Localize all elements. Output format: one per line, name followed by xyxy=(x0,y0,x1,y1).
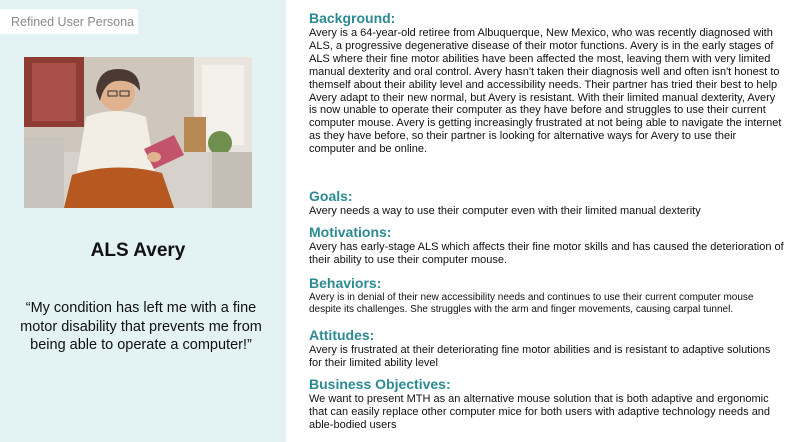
persona-quote: “My condition has left me with a fine motor disability that prevents me from being able to operate a computer!” xyxy=(20,300,262,353)
motivations-text: Avery has early-stage ALS which affects their fine motor skills and has caused the deterioration of their ability to use their computer mouse. xyxy=(309,241,784,266)
persona-photo xyxy=(24,57,252,208)
background-text: Avery is a 64-year-old retiree from Albuquerque, New Mexico, who was recently diagnosed with ALS, a progressive degenerative disease of their motor functions. Avery is in the early stages of ALS where their fine motor abilities have been affected the most, leaving them with very limited manual dexterity and oral control. Avery hasn't taken their diagnosis well and often isn't honest to themself about their ability level and accessibility needs. Their partner has tried their best to help Avery adapt to their new normal, but Avery is resistant. With their limited manual dexterity, Avery is now unable to operate their computer as they have before and struggles to use their current computer mouse. Avery is getting increasingly frustrated at not being able to navigate the internet as they have before, so their partner is looking for alternative ways for Avery to use their computer and be online. xyxy=(309,27,782,156)
goals-heading: Goals: xyxy=(309,188,353,204)
behaviors-text: Avery is in denial of their new accessibility needs and continues to use their current computer mouse despite its challenges. She struggles with the arm and finger movements, causing carpal tunnel. xyxy=(309,292,754,316)
attitudes-heading: Attitudes: xyxy=(309,327,375,343)
business-objectives-text: We want to present MTH as an alternative mouse solution that is both adaptive and ergonomic that can easily replace other computer mice for both users with adaptive technology needs and able-bodied users xyxy=(309,393,771,431)
business-objectives-heading: Business Objectives: xyxy=(309,376,451,392)
persona-panel xyxy=(0,0,286,442)
persona-badge: Refined User Persona xyxy=(0,9,138,34)
goals-text: Avery needs a way to use their computer even with their limited manual dexterity xyxy=(309,205,701,217)
persona-details xyxy=(309,0,787,442)
motivations-heading: Motivations: xyxy=(309,224,392,240)
persona-name: ALS Avery xyxy=(90,240,186,261)
persona-photo-illustration xyxy=(24,57,252,208)
attitudes-text: Avery is frustrated at their deteriorating fine motor abilities and is resistant to adaptive solutions for their limited ability level xyxy=(309,344,771,369)
behaviors-heading: Behaviors: xyxy=(309,275,382,291)
background-heading: Background: xyxy=(309,10,396,26)
